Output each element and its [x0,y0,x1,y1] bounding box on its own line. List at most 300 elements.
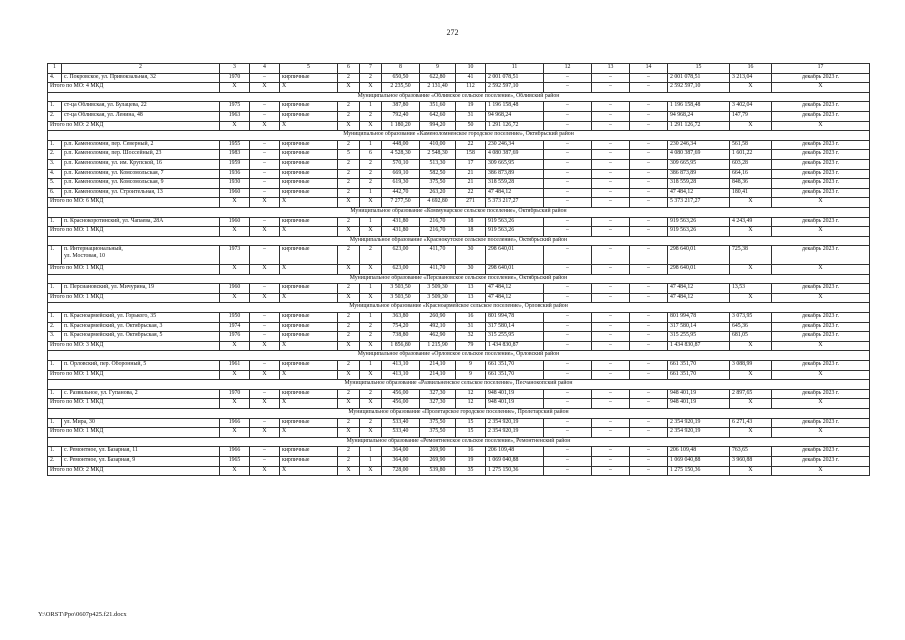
municipality-heading: Муниципальное образование «Орловское сельское поселение», Орловский район [48,351,870,361]
table-cell: 6 [360,150,382,160]
subtotal-cell: 35 [456,466,486,476]
table-cell: – [544,188,592,198]
table-cell: – [544,159,592,169]
municipality-heading-row [48,92,870,102]
table-cell: 848,36 [730,179,772,189]
municipality-heading-row [48,437,870,447]
table-cell: – [592,322,630,332]
table-cell: 1950 [220,313,250,323]
subtotal-cell: X [730,428,772,438]
table-cell: 570,10 [382,159,420,169]
table-cell: 2 [360,389,382,399]
table-cell: 582,50 [420,169,456,179]
table-cell: 1. [48,284,62,294]
subtotal-cell: 1 434 830,87 [486,341,544,351]
table-cell: 147,79 [730,111,772,121]
table-cell: – [544,313,592,323]
table-cell: 681,05 [730,332,772,342]
table-cell: – [592,111,630,121]
table-cell: 2 [338,111,360,121]
table-cell: 2 [360,322,382,332]
table-cell: 1983 [220,150,250,160]
subtotal-cell: 3 509,30 [420,293,456,303]
subtotal-cell: X [220,370,250,380]
subtotal-label: Итого по МО: 4 МКД [48,83,220,93]
table-cell: – [592,447,630,457]
subtotal-cell: – [630,399,668,409]
page-number: 272 [446,28,459,37]
subtotal-cell: – [592,466,630,476]
table-cell: – [250,246,280,265]
table-cell: декабрь 2023 г. [772,140,870,150]
subtotal-cell: X [338,265,360,275]
subtotal-cell: 994,20 [420,121,456,131]
subtotal-cell: – [630,227,668,237]
building-row [48,73,870,83]
table-cell: 3 503,50 [382,284,420,294]
address-cell: п. Персиановский, ул. Мичурина, 19 [62,284,220,294]
column-number: 7 [360,64,382,74]
table-cell: – [250,389,280,399]
building-row [48,418,870,428]
table-cell: 375,50 [420,179,456,189]
table-cell: – [250,313,280,323]
table-cell: 2 [338,361,360,371]
table-cell: 2 [338,217,360,227]
table-cell: 1975 [220,102,250,112]
municipality-heading-row [48,131,870,141]
address-cell: ул. Мира, 30 [62,418,220,428]
subtotal-row [48,370,870,380]
subtotal-cell: X [338,341,360,351]
table-cell: 3 213,04 [730,73,772,83]
table-cell: – [544,332,592,342]
table-cell: 94 968,24 [668,111,730,121]
table-cell: 1. [48,418,62,428]
subtotal-cell: 214,10 [420,370,456,380]
table-cell: 1. [48,447,62,457]
table-cell: 3 509,30 [420,284,456,294]
address-cell: ст-ца Обливская, ул. Ленина, 48 [62,111,220,121]
subtotal-cell: X [338,428,360,438]
subtotal-row [48,466,870,476]
subtotal-cell: X [338,466,360,476]
subtotal-cell: – [544,466,592,476]
subtotal-cell: X [360,83,382,93]
table-cell: кирпичные [280,111,338,121]
subtotal-cell: X [730,121,772,131]
table-cell: кирпичные [280,188,338,198]
table-cell: 431,80 [382,217,420,227]
table-cell: 2 [338,140,360,150]
building-row [48,188,870,198]
subtotal-cell: X [220,293,250,303]
file-path: Y:\ORST\Ppo\0607p425.f21.docx [38,611,127,618]
subtotal-cell: X [772,227,870,237]
subtotal-cell: – [592,370,630,380]
subtotal-label: Итого по МО: 1 МКД [48,370,220,380]
subtotal-label: Итого по МО: 1 МКД [48,428,220,438]
subtotal-cell: X [360,370,382,380]
subtotal-cell: X [730,293,772,303]
column-number: 10 [456,64,486,74]
table-cell: – [250,73,280,83]
municipality-heading-row [48,351,870,361]
table-cell: – [592,332,630,342]
table-cell: 4 528,30 [382,150,420,160]
column-number: 6 [338,64,360,74]
table-cell: 1 [360,188,382,198]
table-cell: – [544,322,592,332]
table-cell: 2 548,30 [420,150,456,160]
table-cell: 763,65 [730,447,772,457]
column-number: 13 [592,64,630,74]
table-cell: – [250,150,280,160]
subtotal-cell: 2 592 597,10 [668,83,730,93]
subtotal-cell: X [338,293,360,303]
building-row [48,447,870,457]
subtotal-cell: X [250,121,280,131]
subtotal-cell: 1 180,20 [382,121,420,131]
table-cell: 669,10 [382,169,420,179]
building-row [48,159,870,169]
table-cell: 317 580,14 [486,322,544,332]
table-cell: 2 [338,284,360,294]
table-cell: декабрь 2023 г. [772,188,870,198]
subtotal-cell: X [280,399,338,409]
table-cell: 318 559,28 [486,179,544,189]
table-cell: 230 246,34 [486,140,544,150]
table-cell: 603,28 [730,159,772,169]
table-cell: 327,30 [420,389,456,399]
table-cell: 351,60 [420,102,456,112]
subtotal-cell: 18 [456,227,486,237]
subtotal-cell: X [220,227,250,237]
subtotal-cell: – [544,121,592,131]
table-cell: 17 [456,159,486,169]
table-cell: 12 [456,389,486,399]
column-number: 2 [62,64,220,74]
subtotal-cell: X [338,198,360,208]
table-cell: – [250,188,280,198]
subtotal-cell: 9 [456,370,486,380]
subtotal-cell: – [544,198,592,208]
subtotal-cell: X [250,198,280,208]
municipality-heading: Муниципальное образование «Ремонтненское сельское поселение», Ремонтненский район [48,437,870,447]
subtotal-cell: 216,70 [420,227,456,237]
table-cell: 158 [456,150,486,160]
address-cell: с. Ремонтное, ул. Базарная, 11 [62,447,220,457]
table-cell: 1936 [220,169,250,179]
column-number: 16 [730,64,772,74]
table-cell: 1. [48,102,62,112]
table-cell: 462,90 [420,332,456,342]
table-cell: 4 080 387,69 [668,150,730,160]
table-cell: 47 484,12 [668,284,730,294]
table-cell: 661 351,70 [486,361,544,371]
subtotal-cell: X [360,293,382,303]
table-cell: кирпичные [280,447,338,457]
subtotal-cell: – [592,293,630,303]
subtotal-cell: 1 275 150,36 [486,466,544,476]
subtotal-cell: – [592,198,630,208]
subtotal-cell: – [544,227,592,237]
table-cell: – [544,140,592,150]
table-cell: – [592,361,630,371]
table-cell: 2 [360,73,382,83]
column-number: 3 [220,64,250,74]
subtotal-cell: 47 484,12 [486,293,544,303]
table-cell: кирпичные [280,179,338,189]
subtotal-label: Итого по МО: 1 МКД [48,265,220,275]
table-cell: – [592,284,630,294]
table-cell: 269,90 [420,447,456,457]
table-cell: – [592,188,630,198]
table-cell: – [544,150,592,160]
column-number: 8 [382,64,420,74]
table-cell: – [592,169,630,179]
table-cell: 1. [48,246,62,265]
subtotal-cell: X [220,198,250,208]
table-cell: 47 484,12 [486,188,544,198]
table-cell: 561,58 [730,140,772,150]
table-cell: – [250,332,280,342]
subtotal-cell: – [630,428,668,438]
table-cell: кирпичные [280,217,338,227]
subtotal-cell: – [630,265,668,275]
table-cell: 661 351,70 [668,361,730,371]
building-row [48,179,870,189]
subtotal-cell: X [250,399,280,409]
subtotal-cell: X [250,370,280,380]
table-cell: 19 [456,102,486,112]
subtotal-cell: – [592,121,630,131]
table-cell: 1 [360,140,382,150]
address-cell: р.п. Каменоломни, ул. им. Крупской, 16 [62,159,220,169]
table-cell: 2 354 920,19 [486,418,544,428]
municipality-heading-row [48,408,870,418]
subtotal-cell: X [220,399,250,409]
table-cell: декабрь 2023 г. [772,111,870,121]
subtotal-cell: X [280,121,338,131]
table-cell: 6 271,43 [730,418,772,428]
table-cell: 642,60 [420,111,456,121]
table-cell: 309 665,95 [486,159,544,169]
subtotal-cell: 5 373 217,27 [486,198,544,208]
subtotal-cell: X [220,265,250,275]
table-cell: – [592,73,630,83]
subtotal-cell: X [280,341,338,351]
subtotal-cell: X [280,227,338,237]
table-cell: 2. [48,456,62,466]
column-number: 11 [486,64,544,74]
table-cell: – [250,159,280,169]
subtotal-cell: X [220,341,250,351]
table-cell: декабрь 2023 г. [772,179,870,189]
subtotal-cell: X [360,399,382,409]
building-row [48,246,870,265]
table-cell: 1. [48,217,62,227]
subtotal-cell: 3 503,50 [382,293,420,303]
table-cell: 411,70 [420,246,456,265]
table-cell: 16 [456,313,486,323]
municipality-heading: Муниципальное образование «Обливское сельское поселение», Обливский район [48,92,870,102]
table-cell: 2 [360,111,382,121]
table-cell: – [544,246,592,265]
subtotal-cell: X [250,428,280,438]
subtotal-row [48,428,870,438]
subtotal-cell: 661 351,70 [486,370,544,380]
building-row [48,140,870,150]
address-cell: п. Интернациональный, ул. Мостовая, 10 [62,246,220,265]
subtotal-cell: 5 373 217,27 [668,198,730,208]
subtotal-cell: 2 235,50 [382,83,420,93]
table-cell: кирпичные [280,102,338,112]
table-cell: 318 559,28 [668,179,730,189]
subtotal-cell: X [220,428,250,438]
table-cell: 1976 [220,332,250,342]
municipality-heading: Муниципальное образование «Краснокутское сельское поселение», Октябрьский район [48,236,870,246]
table-cell: 2 [360,159,382,169]
subtotal-cell: X [730,265,772,275]
subtotal-cell: X [772,466,870,476]
subtotal-cell: X [220,466,250,476]
table-cell: 448,00 [382,140,420,150]
table-cell: 2. [48,150,62,160]
table-cell: 22 [456,188,486,198]
subtotal-cell: X [360,227,382,237]
table-cell: – [544,389,592,399]
table-cell: 1 069 040,88 [486,456,544,466]
subtotal-row [48,198,870,208]
column-number: 15 [668,64,730,74]
table-cell: – [544,169,592,179]
table-cell: 2 [338,389,360,399]
table-cell: 619,30 [382,179,420,189]
subtotal-cell: 948 401,19 [668,399,730,409]
subtotal-cell: X [250,293,280,303]
table-cell: 1966 [220,418,250,428]
table-cell: 2 [360,418,382,428]
subtotal-cell: 2 354 920,19 [486,428,544,438]
table-cell: – [544,284,592,294]
table-body [48,64,870,476]
table-cell: 387,80 [382,102,420,112]
subtotal-cell: – [592,265,630,275]
table-cell: – [630,284,668,294]
table-cell: 1966 [220,447,250,457]
table-cell: 298 640,01 [486,246,544,265]
subtotal-cell: – [544,399,592,409]
building-row [48,389,870,399]
table-cell: – [544,102,592,112]
table-cell: – [592,456,630,466]
subtotal-cell: X [730,227,772,237]
subtotal-cell: X [730,198,772,208]
table-cell: 19 [456,456,486,466]
subtotal-cell: – [630,293,668,303]
table-cell: – [592,150,630,160]
column-number: 14 [630,64,668,74]
table-cell: – [544,111,592,121]
table-cell: 1 069 040,88 [668,456,730,466]
subtotal-cell: X [360,198,382,208]
table-cell: 754,20 [382,322,420,332]
subtotal-label: Итого по МО: 2 МКД [48,466,220,476]
table-cell: 513,30 [420,159,456,169]
table-cell: декабрь 2023 г. [772,150,870,160]
table-cell: 1. [48,140,62,150]
subtotal-cell: X [250,83,280,93]
table-cell: 2 [338,313,360,323]
table-cell: 3. [48,159,62,169]
table-cell: – [250,140,280,150]
table-cell: 1 [360,447,382,457]
table-cell: 1955 [220,140,250,150]
subtotal-cell: 1 856,80 [382,341,420,351]
table-cell: – [544,447,592,457]
table-cell: 1960 [220,284,250,294]
subtotal-cell: X [360,121,382,131]
table-cell: декабрь 2023 г. [772,246,870,265]
subtotal-cell: 539,80 [420,466,456,476]
table-cell: кирпичные [280,140,338,150]
subtotal-cell: 7 277,50 [382,198,420,208]
table-cell: 315 255,95 [486,332,544,342]
subtotal-cell: X [280,466,338,476]
table-cell: 664,16 [730,169,772,179]
table-cell: 41 [456,73,486,83]
table-cell: – [250,102,280,112]
table-cell: 1 601,22 [730,150,772,160]
table-cell: кирпичные [280,284,338,294]
table-cell: 1961 [220,361,250,371]
table-cell: 13,53 [730,284,772,294]
address-cell: ст-ца Обливская, ул. Булацева, 22 [62,102,220,112]
table-cell: декабрь 2023 г. [772,418,870,428]
subtotal-cell: 298 640,01 [486,265,544,275]
table-cell: декабрь 2023 г. [772,389,870,399]
table-cell: 1 [360,456,382,466]
subtotal-cell: X [730,341,772,351]
address-cell: р.п. Каменоломни, ул. Комсомольская, 9 [62,179,220,189]
address-cell: с. Ремонтное, ул. Базарная, 9 [62,456,220,466]
table-cell: 94 968,24 [486,111,544,121]
municipality-heading-row [48,236,870,246]
table-cell: 645,36 [730,322,772,332]
subtotal-cell: – [630,198,668,208]
table-cell: кирпичные [280,150,338,160]
address-cell: с. Покровское, ул. Привокзальная, 32 [62,73,220,83]
subtotal-cell: – [630,370,668,380]
table-cell: – [630,73,668,83]
subtotal-cell: 47 484,12 [668,293,730,303]
table-cell: 3 088,99 [730,361,772,371]
table-cell: 317 580,14 [668,322,730,332]
table-cell: декабрь 2023 г. [772,447,870,457]
subtotal-cell: 413,10 [382,370,420,380]
subtotal-cell: X [220,121,250,131]
table-cell: – [544,361,592,371]
table-cell: – [630,159,668,169]
subtotal-cell: X [338,227,360,237]
table-cell: 2 897,65 [730,389,772,399]
table-cell: 1 [360,217,382,227]
subtotal-cell: X [772,83,870,93]
table-cell: 21 [456,169,486,179]
subtotal-cell: X [360,466,382,476]
table-cell: – [630,179,668,189]
